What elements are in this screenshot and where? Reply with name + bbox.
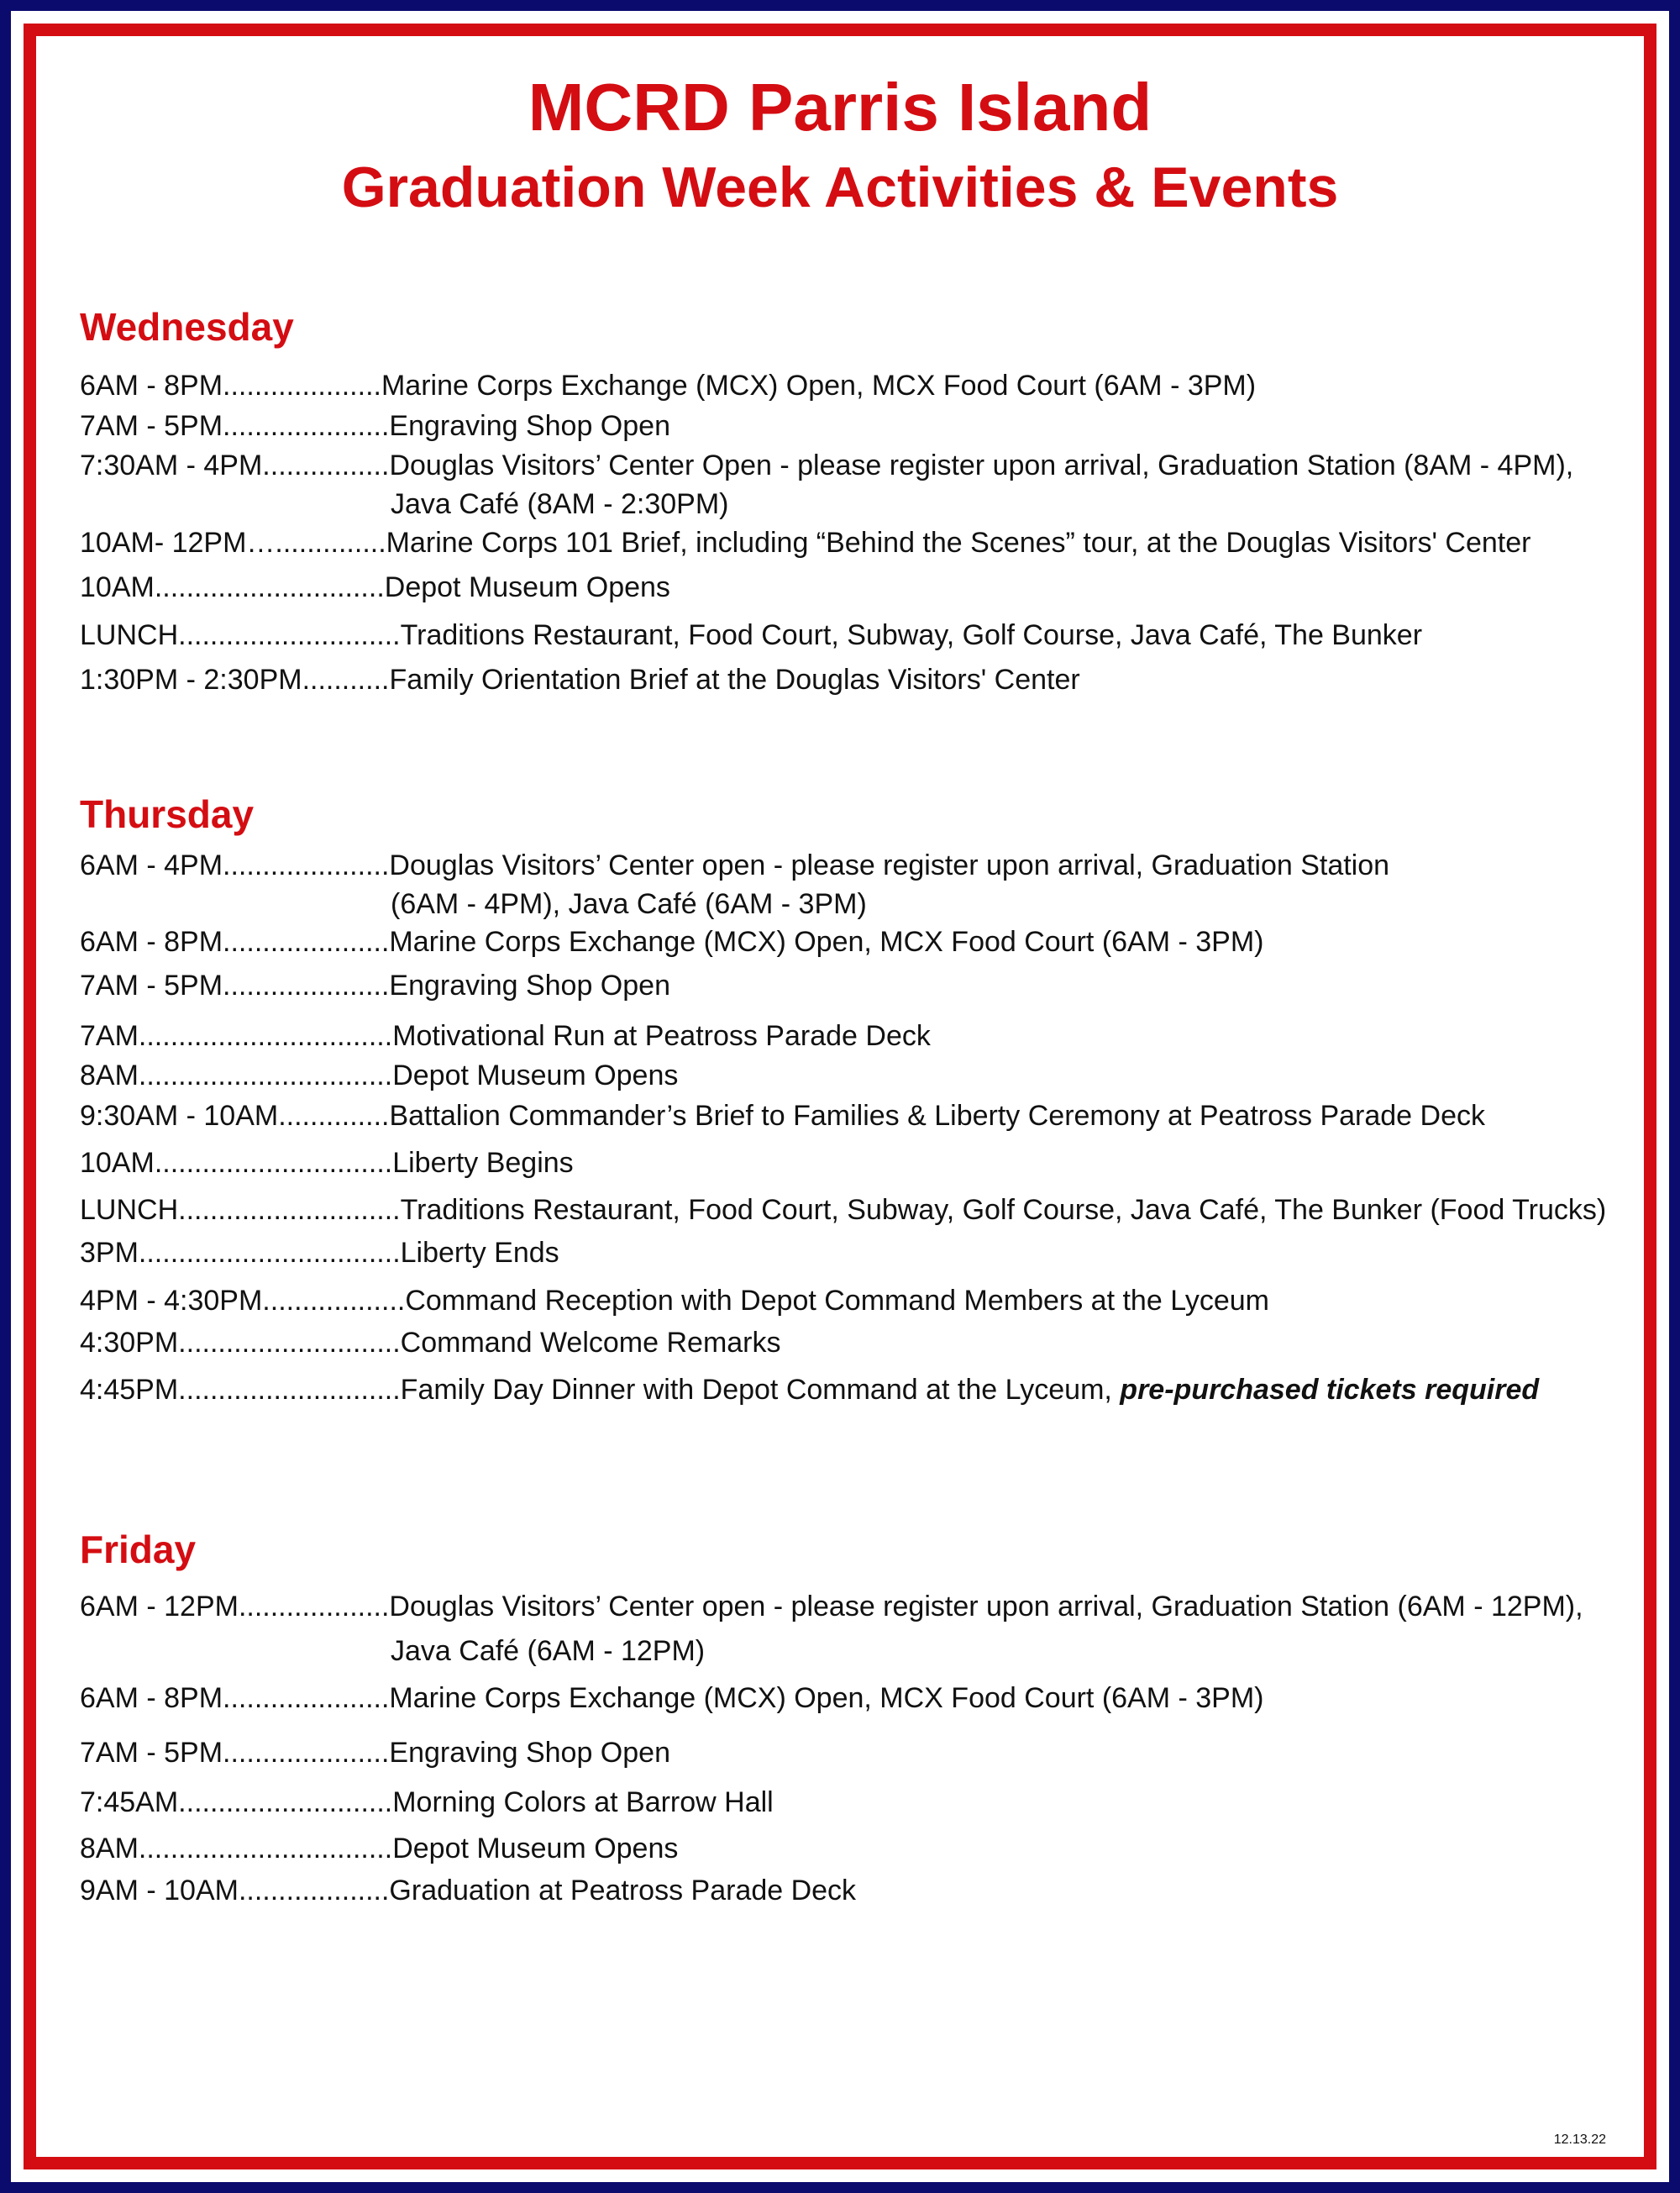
event-description: Douglas Visitors’ Center open - please register upon arrival, Graduation Station (6AM - 12PM), xyxy=(389,1591,1583,1622)
event-time: 7AM - 5PM..................... xyxy=(80,1737,390,1769)
event-description: Traditions Restaurant, Food Court, Subway, Golf Course, Java Café, The Bunker xyxy=(400,619,1423,651)
schedule-row xyxy=(80,1233,1625,1272)
schedule-row xyxy=(80,966,1625,1005)
event-time: 4:30PM............................ xyxy=(80,1327,401,1359)
event-time: 6AM - 4PM..................... xyxy=(80,849,390,881)
schedule-row xyxy=(80,523,1625,562)
schedule-row xyxy=(80,1733,1625,1772)
event-description: Morning Colors at Barrow Hall xyxy=(392,1786,774,1818)
schedule-row xyxy=(80,1679,1625,1717)
schedule-row xyxy=(80,1281,1625,1320)
event-description: Command Reception with Depot Command Members at the Lyceum xyxy=(405,1285,1269,1317)
schedule-row xyxy=(80,1017,1625,1055)
schedule-row xyxy=(80,446,1625,523)
event-description-continued: (6AM - 4PM), Java Café (6AM - 3PM) xyxy=(391,888,867,920)
schedule-row xyxy=(80,366,1625,405)
schedule-row xyxy=(80,1096,1625,1135)
event-description: Battalion Commander’s Brief to Families & Liberty Ceremony at Peatross Parade Deck xyxy=(389,1100,1485,1132)
event-time: 1:30PM - 2:30PM........... xyxy=(80,664,390,696)
event-time: 9:30AM - 10AM.............. xyxy=(80,1100,390,1132)
revision-date: 12.13.22 xyxy=(1553,2133,1606,2147)
schedule-row xyxy=(80,1056,1625,1095)
event-description: Marine Corps Exchange (MCX) Open, MCX Food Court (6AM - 3PM) xyxy=(381,370,1257,402)
event-description: Depot Museum Opens xyxy=(384,571,670,603)
event-time: 7AM - 5PM..................... xyxy=(80,410,390,442)
event-time: 7AM................................ xyxy=(80,1020,393,1052)
event-description: Liberty Begins xyxy=(392,1147,574,1179)
event-description: Motivational Run at Peatross Parade Deck xyxy=(392,1020,931,1052)
schedule-row xyxy=(80,407,1625,445)
event-time: 8AM................................ xyxy=(80,1833,393,1864)
schedule-row xyxy=(80,568,1625,607)
event-description: Depot Museum Opens xyxy=(392,1833,679,1864)
schedule-row xyxy=(80,1871,1625,1910)
event-description: Traditions Restaurant, Food Court, Subway, Golf Course, Java Café, The Bunker (Food Trucks) xyxy=(400,1194,1607,1226)
event-description: Depot Museum Opens xyxy=(392,1060,679,1091)
event-time: 7AM - 5PM..................... xyxy=(80,970,390,1002)
event-time: LUNCH............................ xyxy=(80,1194,401,1226)
page-title: MCRD Parris Island xyxy=(528,70,1152,145)
schedule-row xyxy=(80,1191,1625,1229)
schedule-row xyxy=(80,1370,1625,1409)
event-description-continued: Java Café (6AM - 12PM) xyxy=(391,1635,706,1667)
event-description: Family Orientation Brief at the Douglas Visitors' Center xyxy=(389,664,1080,696)
event-description-continued: Java Café (8AM - 2:30PM) xyxy=(391,488,729,520)
event-time: 7:45AM........................... xyxy=(80,1786,393,1818)
event-time: 4PM - 4:30PM.................. xyxy=(80,1285,406,1317)
schedule-row xyxy=(80,660,1625,699)
event-time: 6AM - 8PM.................... xyxy=(80,370,381,402)
schedule-row xyxy=(80,846,1625,923)
event-time: 3PM................................. xyxy=(80,1237,401,1269)
event-description: Family Day Dinner with Depot Command at the Lyceum, xyxy=(400,1374,1121,1406)
event-time: 9AM - 10AM................... xyxy=(80,1875,390,1906)
event-time: 6AM - 12PM................... xyxy=(80,1591,390,1622)
event-description: Marine Corps 101 Brief, including “Behind the Scenes” tour, at the Douglas Visitors' Center xyxy=(386,527,1531,559)
event-time: 10AM.............................. xyxy=(80,1147,393,1179)
event-description: Command Welcome Remarks xyxy=(400,1327,781,1359)
event-description: Engraving Shop Open xyxy=(389,410,670,442)
event-description: Douglas Visitors’ Center Open - please register upon arrival, Graduation Station (8AM - 4PM), xyxy=(389,450,1574,481)
schedule-row xyxy=(80,1829,1625,1868)
event-time: 10AM- 12PM….............. xyxy=(80,527,386,559)
event-description: Graduation at Peatross Parade Deck xyxy=(389,1875,857,1906)
friday-heading: Friday xyxy=(80,1528,197,1571)
schedule-row xyxy=(80,616,1625,655)
schedule-row xyxy=(80,1144,1625,1182)
event-description: Engraving Shop Open xyxy=(389,970,670,1002)
event-time: 6AM - 8PM..................... xyxy=(80,1682,390,1714)
schedule-row xyxy=(80,1587,1625,1670)
schedule-row xyxy=(80,923,1625,961)
event-time: 6AM - 8PM..................... xyxy=(80,926,390,958)
event-description: Marine Corps Exchange (MCX) Open, MCX Food Court (6AM - 3PM) xyxy=(389,1682,1264,1714)
event-time: 4:45PM............................ xyxy=(80,1374,401,1406)
thursday-heading: Thursday xyxy=(80,792,255,836)
page-subtitle: Graduation Week Activities & Events xyxy=(341,155,1339,219)
event-description: Marine Corps Exchange (MCX) Open, MCX Food Court (6AM - 3PM) xyxy=(389,926,1264,958)
event-time: 7:30AM - 4PM................ xyxy=(80,450,390,481)
event-time: LUNCH............................ xyxy=(80,619,401,651)
event-description: Douglas Visitors’ Center open - please register upon arrival, Graduation Station xyxy=(389,849,1390,881)
event-time: 8AM................................ xyxy=(80,1060,393,1091)
ticket-requirement-note: pre-purchased tickets required xyxy=(1120,1374,1540,1406)
event-description: Engraving Shop Open xyxy=(389,1737,670,1769)
event-description: Liberty Ends xyxy=(400,1237,559,1269)
schedule-row xyxy=(80,1323,1625,1362)
schedule-row xyxy=(80,1783,1625,1822)
wednesday-heading: Wednesday xyxy=(80,305,294,349)
event-time: 10AM............................. xyxy=(80,571,385,603)
